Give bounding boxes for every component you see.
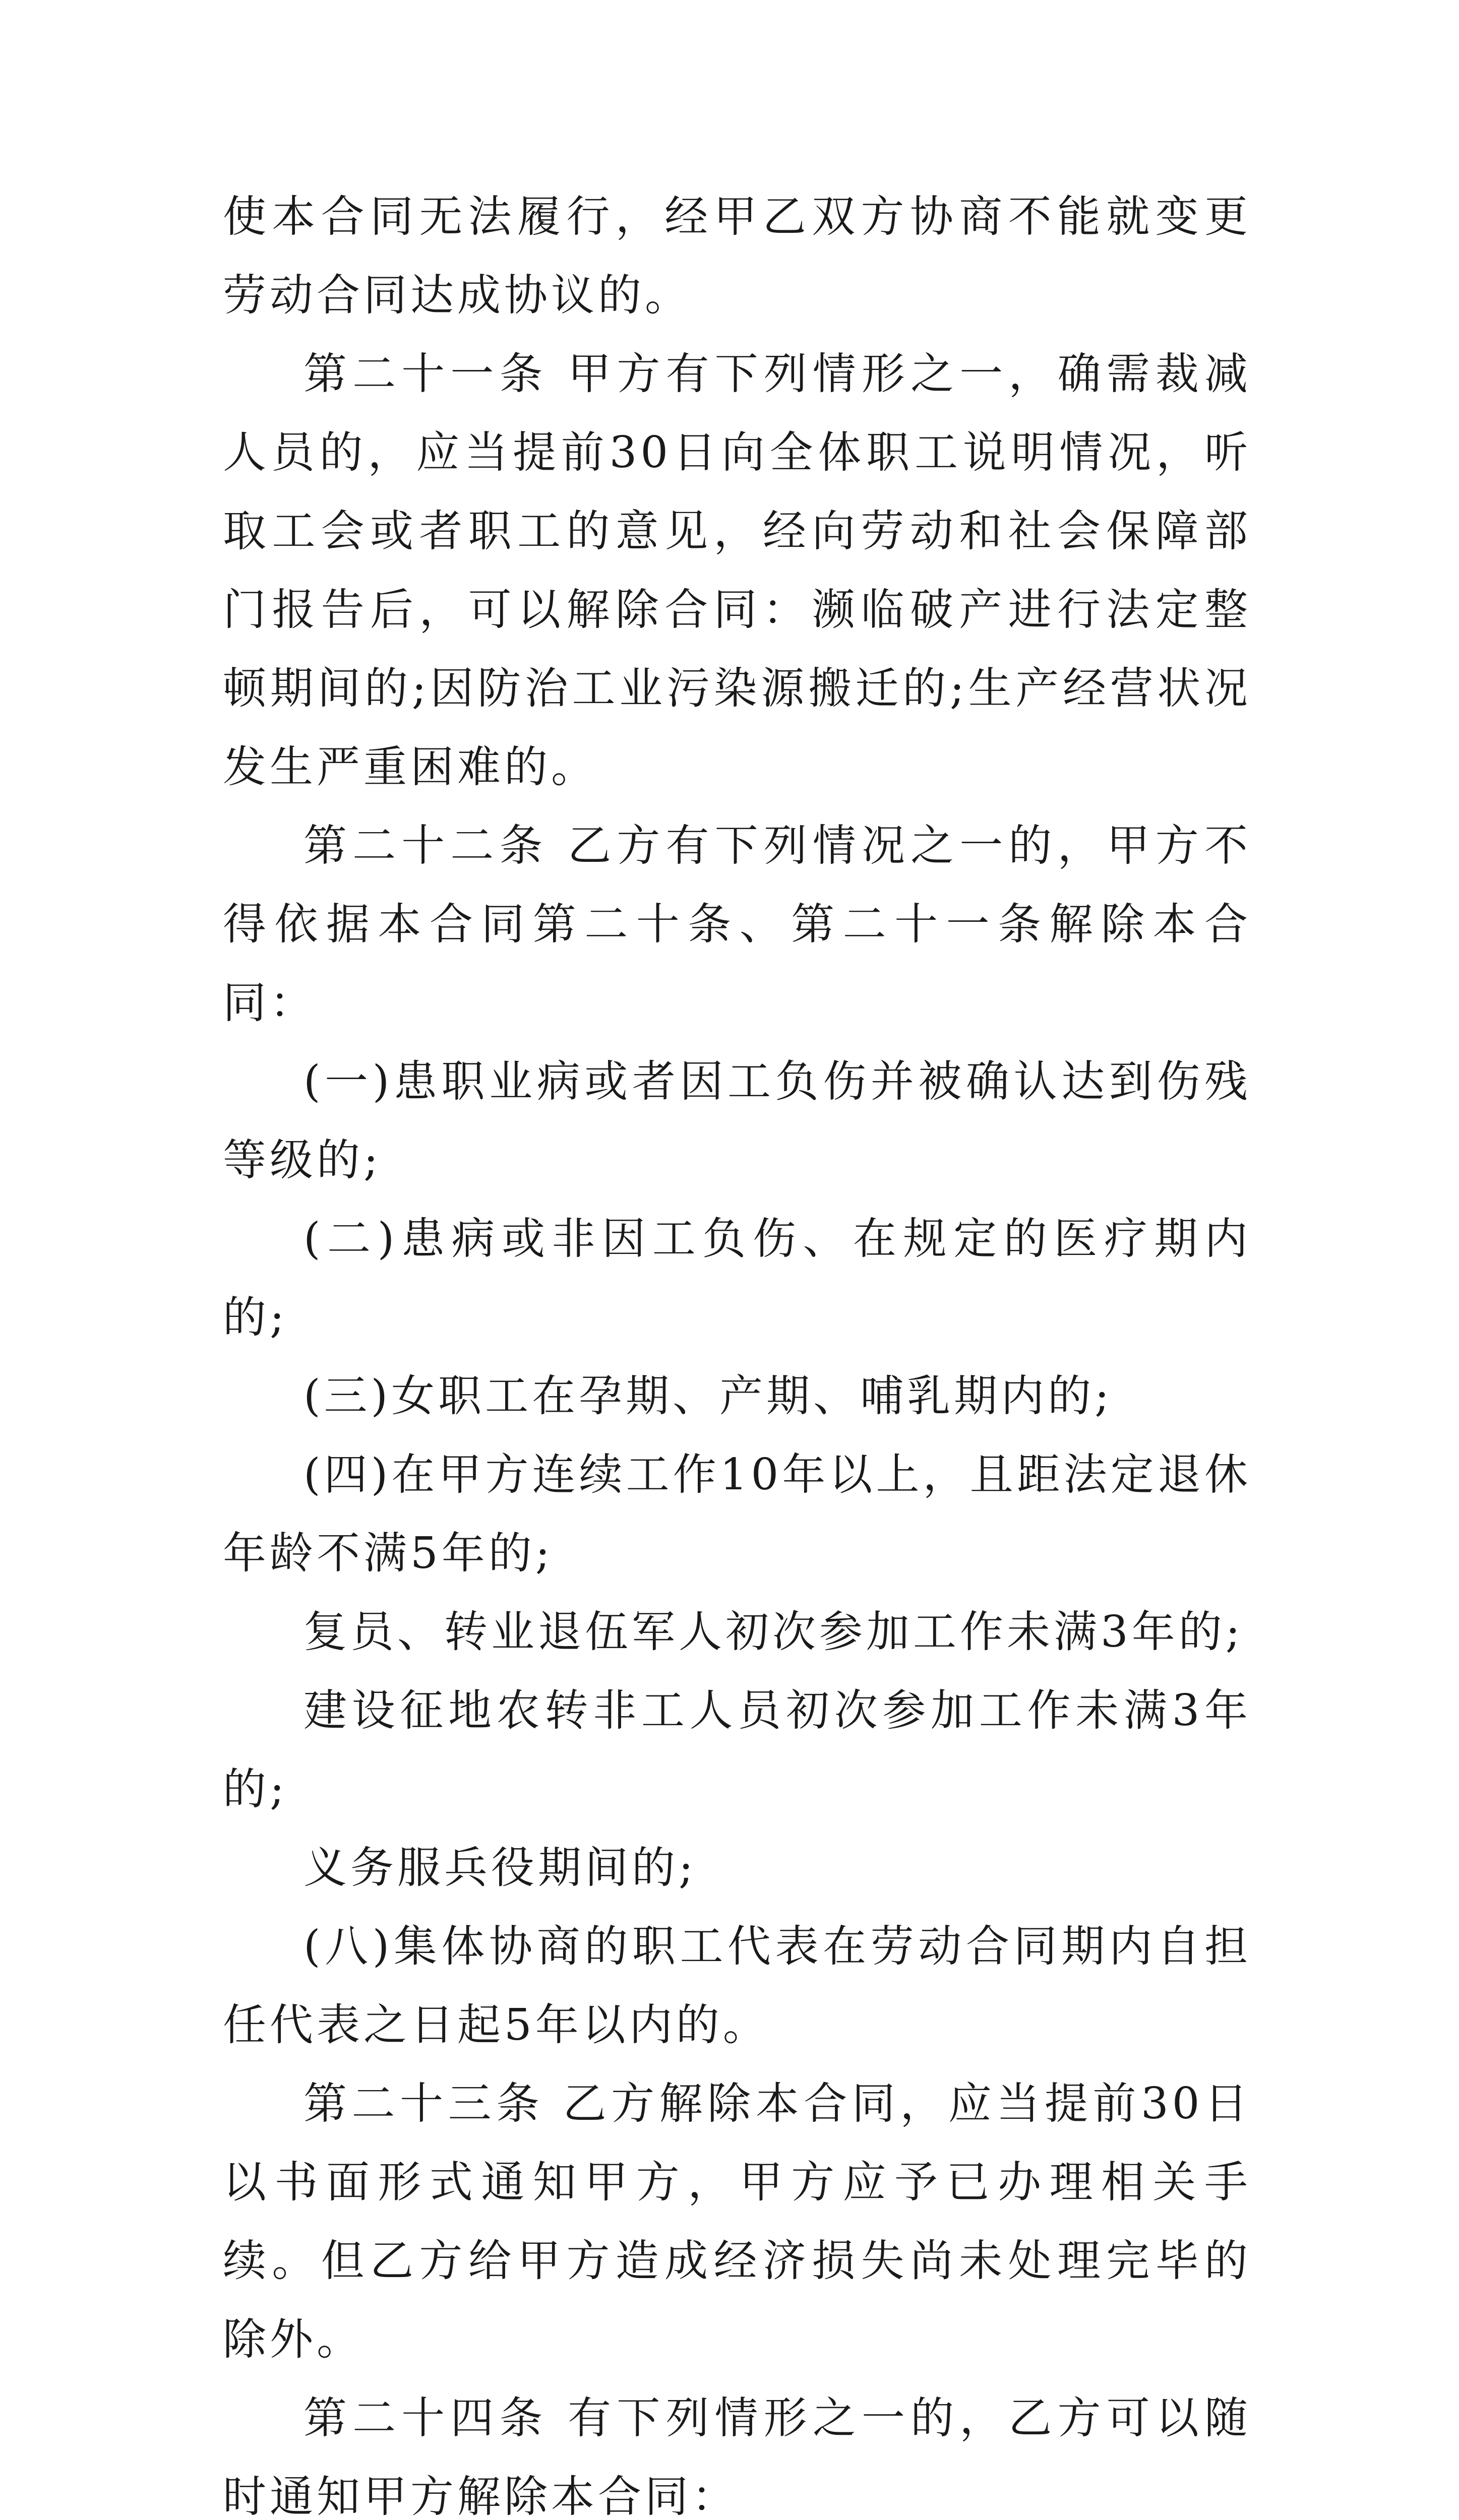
list-item-4: (四)在甲方连续工作10年以上，且距法定退休年龄不满5年的; [223, 1450, 1251, 1579]
list-item-2: (二)患病或非因工负伤、在规定的医疗期内的; [223, 1214, 1251, 1343]
list-item-8: (八)集体协商的职工代表在劳动合同期内自担任代表之日起5年以内的。 [223, 1921, 1251, 2050]
paragraph-article-23: 第二十三条 乙方解除本合同，应当提前30日以书面形式通知甲方，甲方应予已办理相关手续。但乙方给甲方造成经济损失尚未处理完毕的除外。 [223, 2078, 1251, 2365]
paragraph-continuation: 使本合同无法履行，经甲乙双方协商不能就变更劳动合同达成协议的。 [223, 192, 1251, 321]
paragraph-article-24: 第二十四条 有下列情形之一的，乙方可以随时通知甲方解除本合同： [223, 2393, 1251, 2520]
paragraph-article-21: 第二十一条 甲方有下列情形之一，确需裁减人员的，应当提前30日向全体职工说明情况，听取工会或者职工的意见，经向劳动和社会保障部门报告后，可以解除合同：濒临破产进行法定整顿期间的;因防治工业污染源搬迁的;生产经营状况发生严重困难的。 [223, 349, 1251, 792]
list-item-7: 义务服兵役期间的; [303, 1843, 697, 1893]
list-item-6: 建设征地农转非工人员初次参加工作未满3年的; [223, 1685, 1251, 1814]
list-item-1: (一)患职业病或者因工负伤并被确认达到伤残等级的; [223, 1056, 1251, 1185]
list-item-5: 复员、转业退伍军人初次参加工作未满3年的; [303, 1607, 1244, 1657]
paragraph-article-22: 第二十二条 乙方有下列情况之一的，甲方不得依据本合同第二十条、第二十一条解除本合同： [223, 821, 1251, 1028]
list-item-3: (三)女职工在孕期、产期、哺乳期内的; [303, 1371, 1113, 1421]
document-body [223, 177, 1251, 2520]
